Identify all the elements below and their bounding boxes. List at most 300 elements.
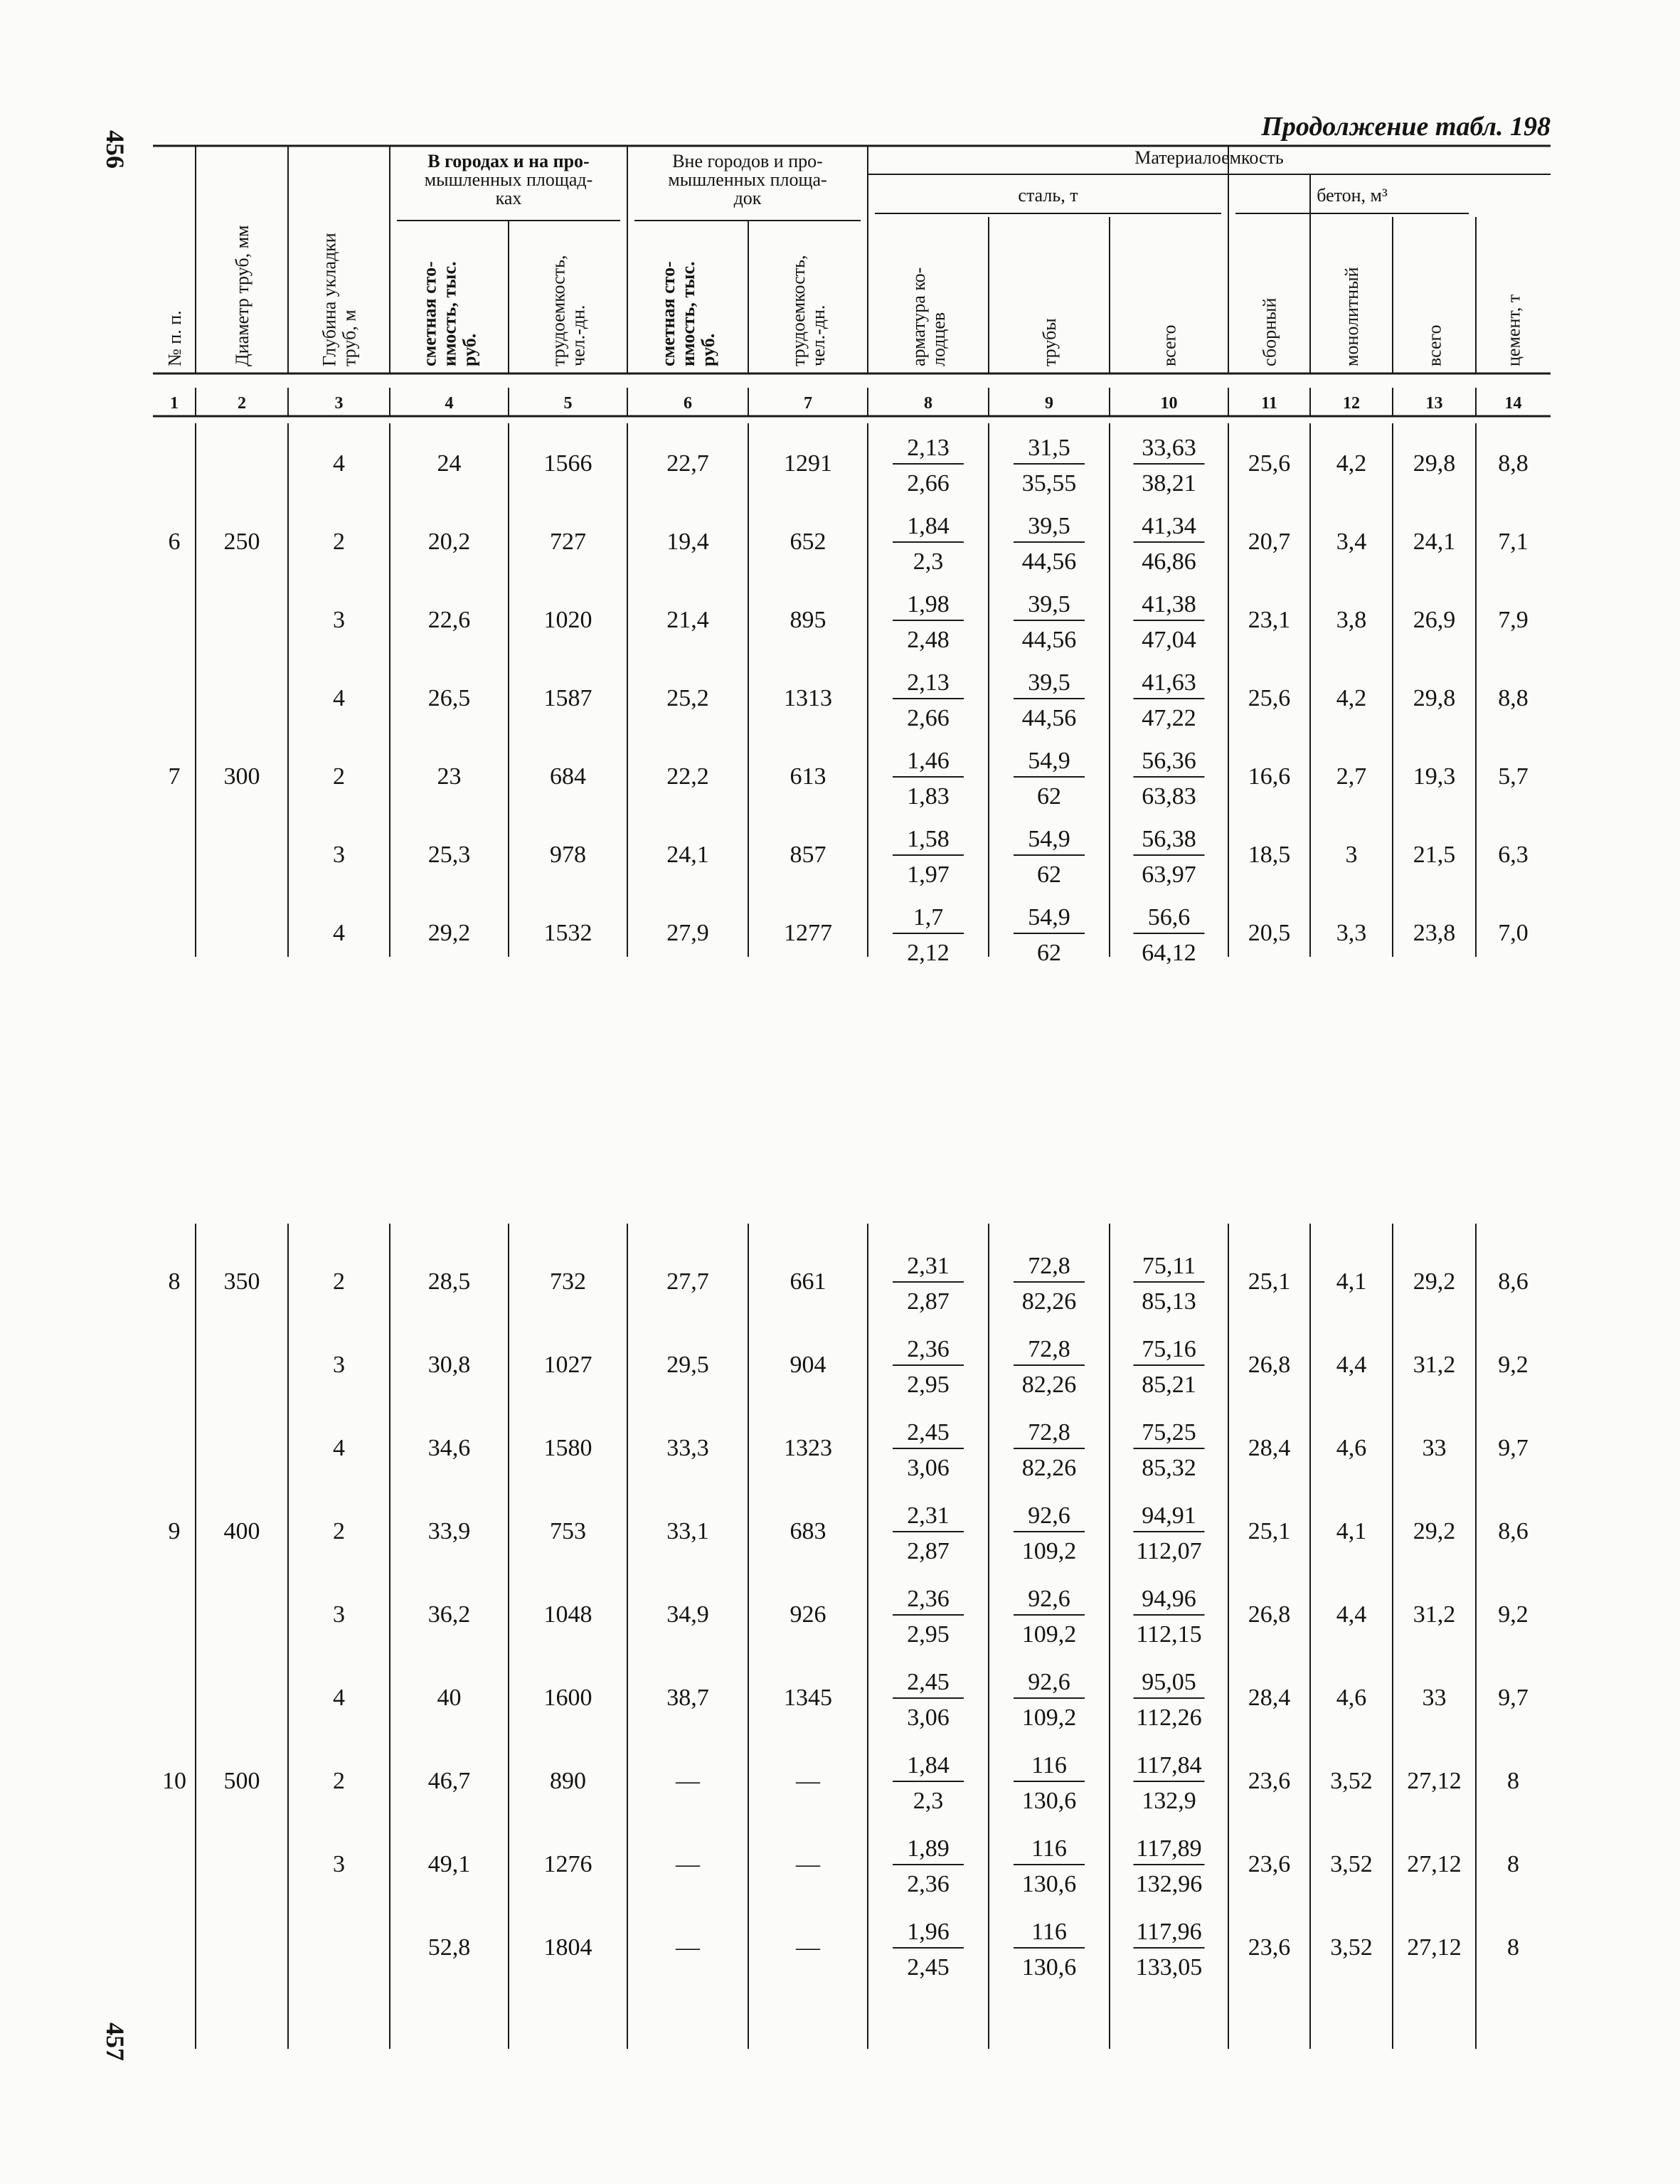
steel-wells-numerator: 2,36 xyxy=(907,1336,950,1362)
column-header-6: сметная сто- xyxy=(658,261,679,366)
city-labor: 1580 xyxy=(543,1435,592,1461)
concrete-total: 27,12 xyxy=(1407,1768,1462,1794)
concrete-total: 31,2 xyxy=(1413,1352,1456,1378)
steel-wells-denominator: 2,95 xyxy=(907,1621,950,1648)
outside-labor: — xyxy=(796,1768,820,1794)
outside-cost: — xyxy=(676,1851,700,1877)
steel-total-numerator: 117,84 xyxy=(1136,1752,1202,1779)
laying-depth: 2 xyxy=(333,1518,345,1544)
steel-pipes-numerator: 54,9 xyxy=(1028,826,1070,852)
steel-wells-numerator: 2,45 xyxy=(907,1419,950,1446)
steel-pipes-denominator: 109,2 xyxy=(1021,1621,1077,1648)
laying-depth: 3 xyxy=(333,607,345,633)
column-number-4: 4 xyxy=(445,394,454,413)
steel-total-numerator: 117,96 xyxy=(1136,1919,1202,1945)
cement: 5,7 xyxy=(1498,763,1529,790)
city-cost: 23 xyxy=(437,763,462,790)
steel-wells-denominator: 1,97 xyxy=(907,862,950,888)
city-labor: 1027 xyxy=(543,1352,592,1378)
city-labor: 1804 xyxy=(543,1934,592,1961)
steel-pipes-denominator: 109,2 xyxy=(1021,1705,1077,1731)
table-row xyxy=(333,1336,1529,1398)
steel-total-denominator: 63,97 xyxy=(1142,862,1196,888)
concrete-total: 21,5 xyxy=(1413,842,1456,868)
cement: 8,6 xyxy=(1498,1518,1529,1544)
concrete-monolithic: 3,52 xyxy=(1330,1768,1373,1794)
steel-wells-numerator: 1,84 xyxy=(907,513,950,539)
steel-wells-numerator: 2,13 xyxy=(907,669,950,696)
concrete-monolithic: 4,6 xyxy=(1336,1685,1367,1711)
table-row xyxy=(428,1919,1519,1981)
cement: 8,6 xyxy=(1498,1268,1529,1295)
table-row xyxy=(333,904,1529,966)
steel-wells-numerator: 1,58 xyxy=(907,826,950,852)
steel-pipes-denominator: 82,26 xyxy=(1021,1372,1077,1398)
row-number: 9 xyxy=(168,1518,181,1544)
outside-cost: 27,7 xyxy=(666,1268,709,1295)
outside-cost: 33,1 xyxy=(666,1518,709,1544)
steel-wells-denominator: 2,95 xyxy=(907,1372,950,1398)
pipe-diameter: 350 xyxy=(223,1268,260,1295)
concrete-precast: 18,5 xyxy=(1248,842,1291,868)
outside-labor: 652 xyxy=(790,529,826,555)
column-header-4: сметная сто- xyxy=(419,261,440,366)
steel-wells-numerator: 2,36 xyxy=(907,1586,950,1612)
steel-wells-numerator: 1,46 xyxy=(907,748,950,774)
outside-cost: 25,2 xyxy=(666,685,709,711)
concrete-total: 33 xyxy=(1422,1685,1447,1711)
column-header-6: руб. xyxy=(698,333,718,366)
table-row xyxy=(162,1752,1519,1814)
steel-total-numerator: 56,6 xyxy=(1147,904,1191,931)
steel-total-numerator: 75,11 xyxy=(1142,1253,1196,1279)
outside-labor: 1345 xyxy=(784,1685,832,1711)
concrete-precast: 26,8 xyxy=(1248,1352,1291,1378)
cement: 8 xyxy=(1507,1934,1519,1961)
city-cost: 28,5 xyxy=(427,1268,471,1295)
column-number-12: 12 xyxy=(1343,394,1360,413)
city-labor: 1020 xyxy=(543,607,592,633)
column-number-2: 2 xyxy=(238,394,246,413)
page-number-top: 456 xyxy=(101,130,129,169)
steel-wells-numerator: 1,96 xyxy=(907,1919,950,1945)
city-cost: 22,6 xyxy=(427,607,471,633)
column-header-3: труб, м xyxy=(339,309,360,366)
column-header-5: трудоемкость, xyxy=(548,255,569,366)
pipe-diameter: 400 xyxy=(223,1518,260,1544)
outside-labor: 904 xyxy=(790,1352,826,1378)
steel-total-numerator: 41,38 xyxy=(1142,591,1196,617)
steel-pipes-numerator: 39,5 xyxy=(1028,591,1070,617)
steel-pipes-denominator: 62 xyxy=(1037,940,1061,966)
city-cost: 25,3 xyxy=(427,842,471,868)
city-labor: 727 xyxy=(550,529,586,555)
group-header-city: В городах и на про- xyxy=(427,151,590,171)
laying-depth: 3 xyxy=(333,1851,345,1877)
concrete-monolithic: 3 xyxy=(1345,842,1358,868)
row-number: 7 xyxy=(168,763,181,790)
column-header-2: Диаметр труб, мм xyxy=(232,225,252,366)
table-row xyxy=(333,1835,1519,1897)
group-header-outside: Вне городов и про- xyxy=(672,151,823,171)
outside-labor: 1323 xyxy=(784,1435,832,1461)
column-header-11: сборный xyxy=(1259,297,1280,366)
column-header-12: монолитный xyxy=(1341,267,1362,366)
steel-pipes-denominator: 82,26 xyxy=(1021,1288,1077,1315)
steel-total-denominator: 112,26 xyxy=(1136,1705,1202,1731)
column-number-6: 6 xyxy=(684,394,692,413)
steel-total-numerator: 117,89 xyxy=(1136,1835,1202,1862)
concrete-total: 27,12 xyxy=(1407,1851,1462,1877)
steel-pipes-denominator: 44,56 xyxy=(1021,705,1077,731)
pipe-diameter: 300 xyxy=(223,763,260,790)
steel-wells-denominator: 2,87 xyxy=(907,1288,950,1315)
steel-total-denominator: 112,15 xyxy=(1136,1621,1202,1648)
steel-wells-numerator: 2,31 xyxy=(907,1253,950,1279)
page-number-bottom: 457 xyxy=(101,2023,129,2061)
outside-labor: 1313 xyxy=(784,685,832,711)
steel-total-denominator: 133,05 xyxy=(1135,1954,1203,1981)
cement: 9,2 xyxy=(1498,1352,1529,1378)
city-cost: 24 xyxy=(437,450,462,477)
steel-wells-denominator: 2,3 xyxy=(913,548,944,575)
cement: 6,3 xyxy=(1498,842,1529,868)
steel-wells-denominator: 2,12 xyxy=(907,940,950,966)
concrete-monolithic: 4,4 xyxy=(1336,1601,1367,1628)
concrete-monolithic: 4,2 xyxy=(1336,450,1367,477)
column-number-10: 10 xyxy=(1160,394,1178,413)
steel-total-numerator: 95,05 xyxy=(1142,1669,1196,1695)
concrete-precast: 25,6 xyxy=(1248,685,1291,711)
row-number: 8 xyxy=(168,1268,181,1295)
city-labor: 1587 xyxy=(543,685,592,711)
steel-pipes-numerator: 116 xyxy=(1031,1752,1067,1779)
column-header-7: чел.-дн. xyxy=(808,304,829,366)
steel-pipes-denominator: 130,6 xyxy=(1021,1954,1077,1981)
steel-wells-denominator: 3,06 xyxy=(907,1705,950,1731)
steel-pipes-numerator: 92,6 xyxy=(1028,1502,1070,1529)
group-header-material: Материалоемкость xyxy=(1134,147,1284,168)
concrete-monolithic: 4,4 xyxy=(1336,1352,1367,1378)
laying-depth: 4 xyxy=(333,1435,345,1461)
table-row xyxy=(333,1669,1529,1731)
city-cost: 34,6 xyxy=(427,1435,471,1461)
cement: 9,7 xyxy=(1498,1435,1529,1461)
concrete-total: 23,8 xyxy=(1413,920,1456,946)
column-header-1: № п. п. xyxy=(164,310,185,366)
outside-cost: 38,7 xyxy=(666,1685,709,1711)
column-number-14: 14 xyxy=(1504,394,1522,413)
concrete-monolithic: 2,7 xyxy=(1336,763,1367,790)
concrete-precast: 25,1 xyxy=(1248,1518,1291,1544)
table-row xyxy=(333,435,1529,497)
cement: 8,8 xyxy=(1498,685,1529,711)
concrete-precast: 23,6 xyxy=(1248,1851,1291,1877)
city-labor: 1048 xyxy=(543,1601,592,1628)
city-labor: 1532 xyxy=(543,920,592,946)
steel-wells-numerator: 1,84 xyxy=(907,1752,950,1779)
steel-total-denominator: 85,13 xyxy=(1142,1288,1196,1315)
city-cost: 20,2 xyxy=(427,529,471,555)
column-header-9: трубы xyxy=(1039,318,1060,366)
laying-depth: 2 xyxy=(333,763,345,790)
laying-depth: 4 xyxy=(333,685,345,711)
concrete-precast: 23,1 xyxy=(1248,607,1291,633)
concrete-total: 33 xyxy=(1422,1435,1447,1461)
steel-total-denominator: 63,83 xyxy=(1142,783,1196,810)
column-number-1: 1 xyxy=(170,394,179,413)
concrete-total: 29,2 xyxy=(1413,1268,1456,1295)
concrete-precast: 26,8 xyxy=(1248,1601,1291,1628)
steel-pipes-denominator: 35,55 xyxy=(1021,470,1077,497)
steel-pipes-numerator: 39,5 xyxy=(1028,669,1070,696)
city-cost: 33,9 xyxy=(427,1518,471,1544)
table-row xyxy=(169,1502,1529,1564)
outside-labor: 1277 xyxy=(784,920,832,946)
table-row xyxy=(333,1586,1529,1648)
steel-total-denominator: 38,21 xyxy=(1142,470,1196,497)
steel-wells-denominator: 2,36 xyxy=(907,1871,950,1897)
steel-pipes-denominator: 109,2 xyxy=(1021,1538,1077,1564)
steel-pipes-denominator: 130,6 xyxy=(1021,1871,1077,1897)
steel-pipes-numerator: 116 xyxy=(1031,1919,1067,1945)
column-number-13: 13 xyxy=(1425,394,1443,413)
column-number-5: 5 xyxy=(563,394,573,413)
steel-pipes-denominator: 62 xyxy=(1037,862,1061,888)
outside-cost: — xyxy=(676,1768,700,1794)
concrete-monolithic: 4,1 xyxy=(1336,1518,1367,1544)
table-row xyxy=(333,669,1529,731)
steel-pipes-denominator: 130,6 xyxy=(1021,1788,1077,1814)
city-labor: 1566 xyxy=(543,450,592,477)
outside-labor: 857 xyxy=(790,842,826,868)
steel-pipes-denominator: 82,26 xyxy=(1021,1455,1077,1481)
steel-pipes-numerator: 116 xyxy=(1031,1835,1067,1862)
column-number-3: 3 xyxy=(334,394,344,413)
concrete-total: 29,8 xyxy=(1413,450,1456,477)
table-caption: Продолжение табл. 198 xyxy=(1261,112,1551,142)
column-number-7: 7 xyxy=(804,394,812,413)
steel-wells-denominator: 2,87 xyxy=(907,1538,950,1564)
steel-wells-numerator: 1,7 xyxy=(913,904,944,931)
city-cost: 29,2 xyxy=(427,920,471,946)
column-number-9: 9 xyxy=(1045,394,1053,413)
steel-total-numerator: 94,96 xyxy=(1142,1586,1196,1612)
outside-labor: 895 xyxy=(790,607,826,633)
column-header-4: имость, тыс. xyxy=(439,261,460,366)
table-row xyxy=(169,513,1529,575)
steel-wells-numerator: 1,89 xyxy=(907,1835,950,1862)
column-header-14: цемент, т xyxy=(1503,294,1524,366)
steel-total-denominator: 132,96 xyxy=(1135,1871,1203,1897)
concrete-total: 31,2 xyxy=(1413,1601,1456,1628)
table-row xyxy=(169,748,1529,810)
city-labor: 978 xyxy=(550,842,586,868)
concrete-monolithic: 3,52 xyxy=(1330,1934,1373,1961)
steel-wells-numerator: 2,31 xyxy=(907,1502,950,1529)
outside-cost: 22,2 xyxy=(666,763,709,790)
steel-total-denominator: 47,04 xyxy=(1142,627,1196,653)
steel-total-denominator: 85,21 xyxy=(1142,1372,1196,1398)
concrete-monolithic: 4,1 xyxy=(1336,1268,1367,1295)
table-body-block-1 xyxy=(169,423,1529,966)
steel-wells-denominator: 2,66 xyxy=(907,705,950,731)
outside-cost: 27,9 xyxy=(666,920,709,946)
group-header-steel: сталь, т xyxy=(1018,185,1078,206)
group-header-city: ках xyxy=(495,188,522,208)
steel-wells-numerator: 2,13 xyxy=(907,435,950,461)
steel-total-numerator: 33,63 xyxy=(1142,435,1196,461)
column-number-8: 8 xyxy=(924,394,932,413)
steel-total-denominator: 85,32 xyxy=(1142,1455,1196,1481)
concrete-total: 24,1 xyxy=(1413,529,1456,555)
column-header-6: имость, тыс. xyxy=(678,261,698,366)
laying-depth: 2 xyxy=(333,529,345,555)
concrete-precast: 28,4 xyxy=(1248,1435,1291,1461)
outside-cost: 22,7 xyxy=(666,450,709,477)
concrete-total: 26,9 xyxy=(1413,607,1456,633)
steel-pipes-numerator: 72,8 xyxy=(1028,1419,1070,1446)
city-cost: 30,8 xyxy=(427,1352,471,1378)
group-header-outside: док xyxy=(733,188,762,208)
outside-cost: 21,4 xyxy=(666,607,709,633)
city-labor: 684 xyxy=(550,763,586,790)
laying-depth: 3 xyxy=(333,1601,345,1628)
steel-wells-denominator: 2,3 xyxy=(913,1788,944,1814)
concrete-monolithic: 3,52 xyxy=(1330,1851,1373,1877)
group-header-outside: мышленных площа- xyxy=(668,169,827,190)
laying-depth: 4 xyxy=(333,920,345,946)
steel-pipes-denominator: 62 xyxy=(1037,783,1061,810)
outside-labor: — xyxy=(796,1934,820,1961)
concrete-precast: 20,5 xyxy=(1248,920,1291,946)
column-header-5: чел.-дн. xyxy=(568,304,589,366)
city-labor: 1276 xyxy=(543,1851,592,1877)
outside-cost: 19,4 xyxy=(666,529,709,555)
city-cost: 52,8 xyxy=(427,1934,471,1961)
column-header-7: трудоемкость, xyxy=(788,255,809,366)
concrete-monolithic: 3,3 xyxy=(1336,920,1367,946)
steel-pipes-numerator: 31,5 xyxy=(1028,435,1070,461)
steel-total-numerator: 41,34 xyxy=(1142,513,1196,539)
table-row xyxy=(333,1419,1529,1481)
concrete-total: 29,2 xyxy=(1413,1518,1456,1544)
steel-total-denominator: 64,12 xyxy=(1142,940,1196,966)
concrete-total: 19,3 xyxy=(1413,763,1456,790)
group-header-city: мышленных площад- xyxy=(424,169,593,190)
laying-depth: 4 xyxy=(333,450,345,477)
pipe-diameter: 250 xyxy=(223,529,260,555)
laying-depth: 3 xyxy=(333,1352,345,1378)
steel-pipes-numerator: 54,9 xyxy=(1028,904,1070,931)
outside-cost: — xyxy=(676,1934,700,1961)
concrete-precast: 25,6 xyxy=(1248,450,1291,477)
steel-total-numerator: 41,63 xyxy=(1142,669,1196,696)
steel-pipes-numerator: 72,8 xyxy=(1028,1253,1070,1279)
laying-depth: 2 xyxy=(333,1768,345,1794)
city-labor: 753 xyxy=(550,1518,586,1544)
steel-wells-denominator: 3,06 xyxy=(907,1455,950,1481)
steel-total-denominator: 132,9 xyxy=(1142,1788,1196,1814)
group-header-concrete: бетон, м³ xyxy=(1317,185,1388,206)
steel-pipes-numerator: 92,6 xyxy=(1028,1669,1070,1695)
column-header-4: руб. xyxy=(459,333,480,366)
concrete-precast: 20,7 xyxy=(1248,529,1291,555)
steel-total-denominator: 112,07 xyxy=(1136,1538,1202,1564)
concrete-precast: 28,4 xyxy=(1248,1685,1291,1711)
concrete-monolithic: 4,2 xyxy=(1336,685,1367,711)
city-labor: 732 xyxy=(550,1268,586,1295)
steel-total-numerator: 56,38 xyxy=(1142,826,1196,852)
laying-depth: 2 xyxy=(333,1268,345,1295)
cement: 7,1 xyxy=(1498,529,1529,555)
steel-total-numerator: 94,91 xyxy=(1142,1502,1196,1529)
outside-labor: 1291 xyxy=(784,450,832,477)
outside-cost: 29,5 xyxy=(666,1352,709,1378)
steel-wells-denominator: 2,48 xyxy=(907,627,950,653)
outside-labor: — xyxy=(796,1851,820,1877)
concrete-monolithic: 4,6 xyxy=(1336,1435,1367,1461)
cement: 8,8 xyxy=(1498,450,1529,477)
concrete-total: 27,12 xyxy=(1407,1934,1462,1961)
steel-total-numerator: 56,36 xyxy=(1142,748,1196,774)
column-header-3: Глубина укладки xyxy=(319,233,340,366)
city-cost: 26,5 xyxy=(427,685,471,711)
outside-cost: 33,3 xyxy=(666,1435,709,1461)
steel-pipes-numerator: 39,5 xyxy=(1028,513,1070,539)
concrete-precast: 23,6 xyxy=(1248,1934,1291,1961)
outside-cost: 24,1 xyxy=(666,842,709,868)
city-cost: 40 xyxy=(437,1685,462,1711)
pipe-diameter: 500 xyxy=(223,1768,260,1794)
row-number: 6 xyxy=(168,529,181,555)
table-row xyxy=(333,826,1529,888)
column-header-8: арматура ко- xyxy=(908,267,929,366)
steel-wells-numerator: 2,45 xyxy=(907,1669,950,1695)
city-cost: 49,1 xyxy=(427,1851,471,1877)
city-labor: 1600 xyxy=(543,1685,592,1711)
steel-total-denominator: 46,86 xyxy=(1142,548,1196,575)
cement: 8 xyxy=(1507,1768,1519,1794)
concrete-precast: 25,1 xyxy=(1248,1268,1291,1295)
concrete-monolithic: 3,4 xyxy=(1336,529,1367,555)
cement: 8 xyxy=(1507,1851,1519,1877)
city-cost: 46,7 xyxy=(427,1768,471,1794)
steel-wells-numerator: 1,98 xyxy=(907,591,950,617)
steel-pipes-numerator: 72,8 xyxy=(1028,1336,1070,1362)
column-number-11: 11 xyxy=(1261,394,1277,413)
table-body-block-2 xyxy=(162,1224,1529,2049)
steel-pipes-numerator: 54,9 xyxy=(1028,748,1070,774)
column-header-10: всего xyxy=(1159,324,1180,366)
outside-labor: 926 xyxy=(790,1601,826,1628)
laying-depth: 4 xyxy=(333,1685,345,1711)
steel-pipes-denominator: 44,56 xyxy=(1021,627,1077,653)
cement: 9,7 xyxy=(1498,1685,1529,1711)
laying-depth: 3 xyxy=(333,842,345,868)
concrete-total: 29,8 xyxy=(1413,685,1456,711)
cement: 9,2 xyxy=(1498,1601,1529,1628)
outside-labor: 661 xyxy=(790,1268,826,1295)
table-header xyxy=(153,146,1551,416)
outside-labor: 683 xyxy=(790,1518,826,1544)
outside-cost: 34,9 xyxy=(666,1601,709,1628)
column-header-8: лодцев xyxy=(928,312,949,366)
cement: 7,9 xyxy=(1498,607,1529,633)
concrete-precast: 23,6 xyxy=(1248,1768,1291,1794)
city-labor: 890 xyxy=(550,1768,586,1794)
table-row xyxy=(333,591,1529,653)
